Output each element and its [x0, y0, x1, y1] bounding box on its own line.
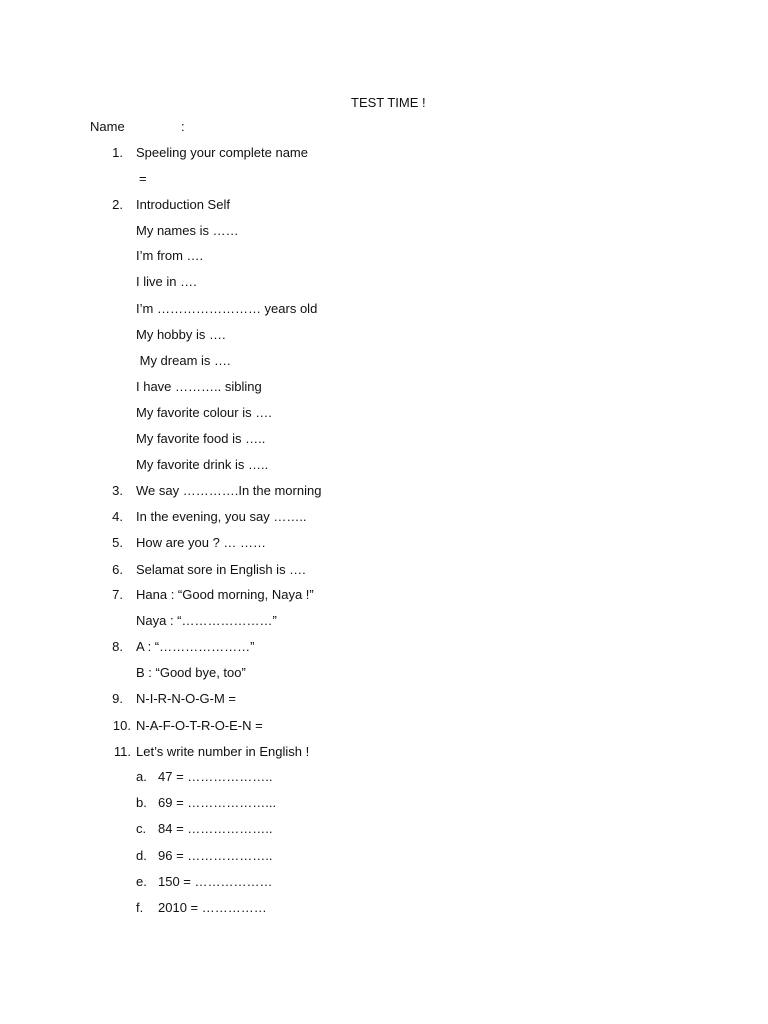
question-number: 11. — [113, 744, 131, 759]
sub-question: 47 = ……………….. — [158, 769, 273, 784]
sub-question: 69 = ………………... — [158, 795, 277, 810]
sub-letter: e. — [136, 874, 147, 889]
question-number: 6. — [112, 562, 123, 577]
intro-line: I have ……….. sibling — [136, 379, 262, 394]
question-text: N-A-F-O-T-R-O-E-N = — [136, 718, 263, 733]
question-number: 7. — [112, 587, 123, 602]
question-text: Let’s write number in English ! — [136, 744, 310, 759]
sub-question: 150 = ……………… — [158, 874, 273, 889]
question-text: We say ………….In the morning — [136, 483, 322, 498]
intro-line: I live in …. — [136, 274, 197, 289]
question-text: Speeling your complete name — [136, 145, 308, 160]
dialogue-reply: Naya : “…………………” — [136, 613, 277, 628]
question-number: 9. — [112, 691, 123, 706]
sub-question: 96 = ……………….. — [158, 848, 273, 863]
question-text: Introduction Self — [136, 197, 230, 212]
name-colon: : — [181, 119, 185, 134]
sub-question: 2010 = …………… — [158, 900, 267, 915]
sub-letter: a. — [136, 769, 147, 784]
question-number: 2. — [112, 197, 123, 212]
intro-line: I’m …………………… years old — [136, 301, 318, 316]
question-text: Hana : “Good morning, Naya !” — [136, 587, 314, 602]
question-number: 8. — [112, 639, 123, 654]
intro-line: My favorite food is ….. — [136, 431, 266, 446]
answer-equals: = — [139, 171, 147, 186]
name-label: Name — [90, 119, 125, 134]
question-text: In the evening, you say …….. — [136, 509, 307, 524]
question-text: N-I-R-N-O-G-M = — [136, 691, 237, 706]
question-text: A : “…………………” — [136, 639, 255, 654]
question-text: How are you ? … …… — [136, 535, 267, 550]
intro-line: My names is …… — [136, 223, 239, 238]
intro-line: My favorite drink is ….. — [136, 457, 269, 472]
question-number: 1. — [112, 145, 123, 160]
intro-line: My hobby is …. — [136, 327, 226, 342]
question-number: 5. — [112, 535, 123, 550]
sub-letter: c. — [136, 821, 147, 836]
test-title: TEST TIME ! — [351, 95, 426, 110]
question-text: Selamat sore in English is …. — [136, 562, 306, 577]
intro-line: My favorite colour is …. — [136, 405, 272, 420]
sub-question: 84 = ……………….. — [158, 821, 273, 836]
intro-line: I’m from …. — [136, 248, 204, 263]
sub-letter: d. — [136, 848, 147, 863]
dialogue-reply: B : “Good bye, too” — [136, 665, 246, 680]
sub-letter: b. — [136, 795, 147, 810]
question-number: 10. — [112, 718, 131, 733]
sub-letter: f. — [136, 900, 144, 915]
question-number: 3. — [112, 483, 123, 498]
question-number: 4. — [112, 509, 123, 524]
intro-line: My dream is …. — [136, 353, 231, 368]
